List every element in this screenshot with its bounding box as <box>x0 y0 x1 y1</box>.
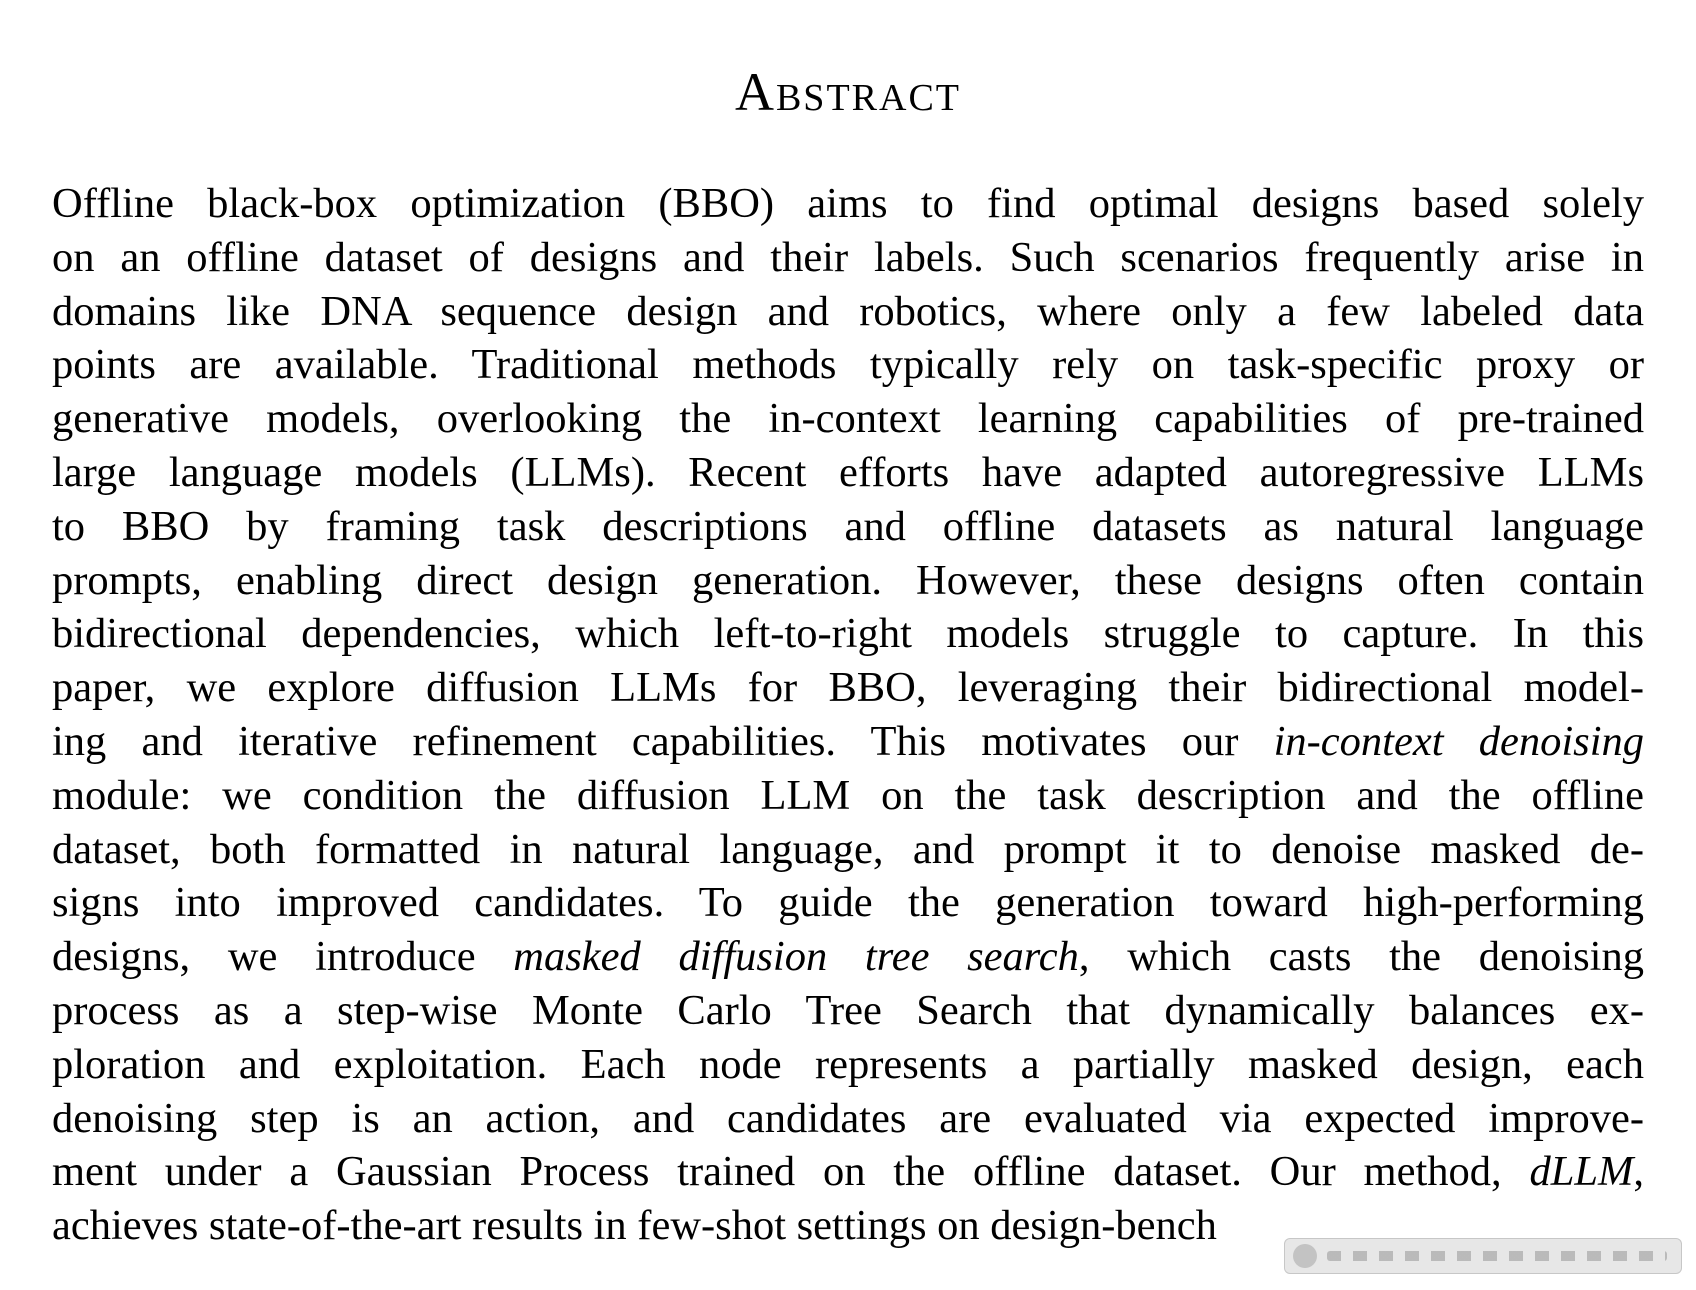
abstract-line: achieves state-of-the-art results in few-shot settings on design-bench <box>52 1202 1217 1250</box>
emphasis-method-name: dLLM <box>1529 1148 1634 1196</box>
abstract-line: paper, we explore diffusion LLMs for BBO, leveraging their bidirectional model- <box>52 664 1644 712</box>
abstract-line: dataset, both formatted in natural language, and prompt it to denoise masked de- <box>52 825 1644 873</box>
abstract-line: to BBO by framing task descriptions and offline datasets as natural language <box>52 502 1644 550</box>
abstract-line: Offline black-box optimization (BBO) aims to find optimal designs based solely <box>52 180 1644 227</box>
abstract-line: prompts, enabling direct design generation. However, these designs often contain <box>52 556 1644 604</box>
abstract-line: ploration and exploitation. Each node represents a partially masked design, each <box>52 1040 1644 1088</box>
abstract-body <box>52 177 1644 1253</box>
emphasis-in-context-denoising: in-context denoising <box>1273 717 1644 765</box>
abstract-line: generative models, overlooking the in-context learning capabilities of pre-trained <box>52 395 1644 443</box>
abstract-line <box>52 930 1644 984</box>
abstract-line: denoising step is an action, and candidates are evaluated via expected improve- <box>52 1094 1644 1142</box>
abstract-line: large language models (LLMs). Recent efforts have adapted autoregressive LLMs <box>52 448 1644 496</box>
abstract-heading: Abstract <box>734 62 962 122</box>
abstract-line: module: we condition the diffusion LLM on the task description and the offline <box>52 771 1644 819</box>
line-text: , <box>1633 1148 1644 1196</box>
line-text: ment under a Gaussian Process trained on the offline dataset. Our method, <box>52 1148 1530 1196</box>
watermark-overlay <box>1284 1238 1682 1274</box>
emphasis-masked-diffusion-tree-search: masked diffusion tree search <box>513 933 1079 981</box>
abstract-line: bidirectional dependencies, which left-to-right models struggle to capture. In this <box>52 610 1644 658</box>
abstract-line: domains like DNA sequence design and robotics, where only a few labeled data <box>52 287 1644 335</box>
abstract-line <box>52 715 1644 769</box>
line-text: ing and iterative refinement capabilities. This motivates our <box>52 717 1274 765</box>
abstract-line <box>52 1145 1644 1199</box>
line-text: designs, we introduce <box>52 933 514 981</box>
abstract-line: on an offline dataset of designs and their labels. Such scenarios frequently arise in <box>52 233 1644 281</box>
abstract-line: points are available. Traditional methods typically rely on task-specific proxy or <box>52 341 1644 389</box>
abstract-line: signs into improved candidates. To guide the generation toward high-performing <box>52 879 1644 927</box>
line-text: , which casts the denoising <box>1078 933 1644 981</box>
abstract-line: process as a step-wise Monte Carlo Tree Search that dynamically balances ex- <box>52 986 1644 1034</box>
